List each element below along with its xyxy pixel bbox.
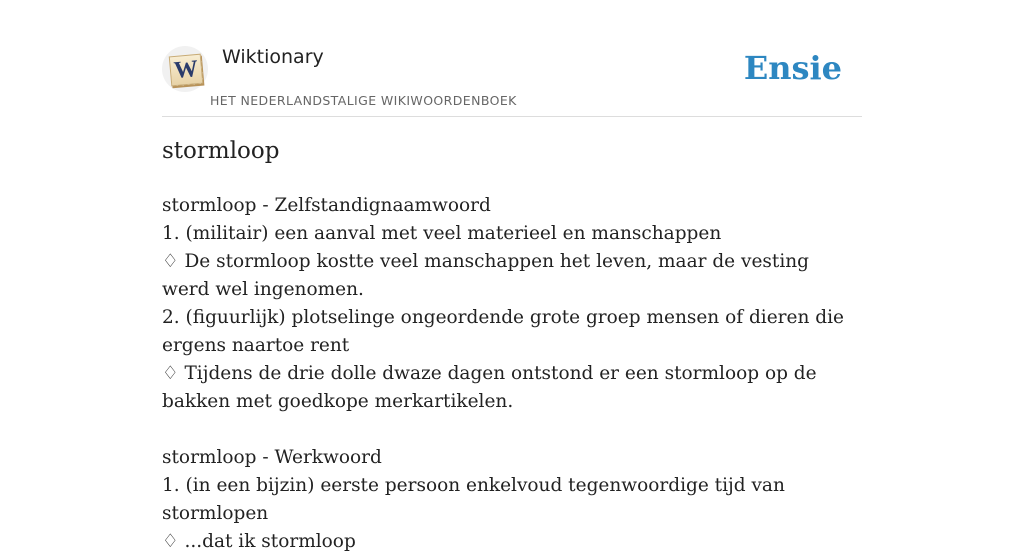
definition-1: 1. (militair) een aanval met veel materieel en manschappen [162,223,722,244]
wiktionary-logo-icon[interactable] [162,46,208,92]
section-heading-noun: stormloop - Zelfstandignaamwoord [162,195,491,216]
brand-logo[interactable]: Ensie [743,49,842,87]
entry-content [162,192,862,556]
site-subtitle: HET NEDERLANDSTALIGE WIKIWOORDENBOEK [210,93,517,108]
page-title: stormloop [162,138,280,164]
site-header [162,44,862,117]
example-1: ♢ De stormloop kostte veel manschappen het leven, maar de vesting werd wel ingenomen. [162,251,810,300]
definition-2: 2. (figuurlijk) plotselinge ongeordende grote groep mensen of dieren die ergens naartoe rent [162,307,844,356]
section-spacer [162,416,862,444]
example-2: ♢ Tijdens de drie dolle dwaze dagen ontstond er een stormloop op de bakken met goedkope merkartikelen. [162,363,817,412]
example-verb-1: ♢ ...dat ik stormloop [162,531,356,552]
logo-letter: W [172,56,200,84]
section-heading-verb: stormloop - Werkwoord [162,447,382,468]
logo-tile [169,54,203,87]
definition-verb-1: 1. (in een bijzin) eerste persoon enkelvoud tegenwoordige tijd van stormlopen [162,475,785,524]
site-title[interactable]: Wiktionary [222,46,324,68]
